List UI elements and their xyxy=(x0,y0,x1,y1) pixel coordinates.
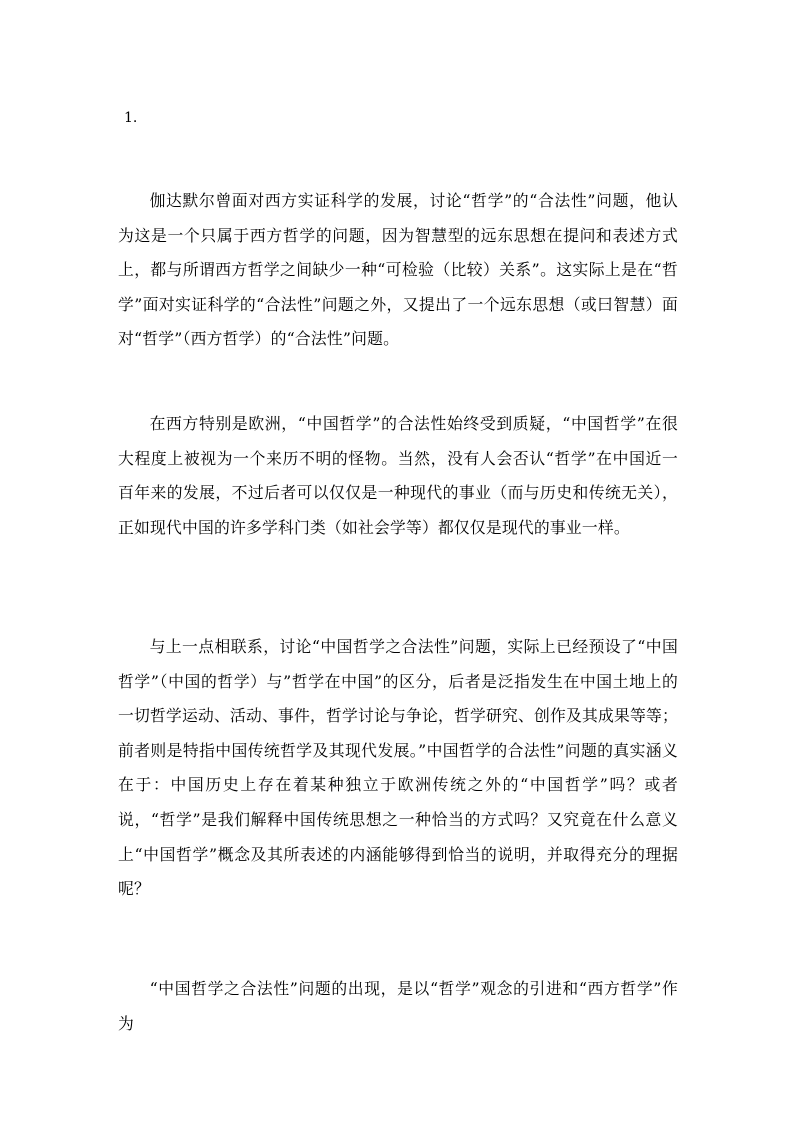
paragraph-4: “中国哲学之合法性”问题的出现，是以“哲学”观念的引进和“西方哲学”作为 xyxy=(118,979,678,1033)
paragraph-3: 与上一点相联系，讨论“中国哲学之合法性”问题，实际上已经预设了“中国哲学”（中国的哲学）与”哲学在中国”的区分，后者是泛指发生在中国土地上的一切哲学运动、活动、事件，哲学讨论与争论，哲学研究、创作及其成果等等；前者则是特指中国传统哲学及其现代发展。”中国哲学的合法性”问题的真实涵义在于：中国历史上存在着某种独立于欧洲传统之外的“中国哲学”吗？或者说，“哲学”是我们解释中国传统思想之一种恰当的方式吗？又究竟在什么意义上“中国哲学”概念及其所表述的内涵能够得到恰当的说明，并取得充分的理据呢？ xyxy=(118,637,678,899)
item-number: 1. xyxy=(124,110,138,126)
paragraph-2: 在西方特别是欧洲，“中国哲学”的合法性始终受到质疑，“中国哲学”在很大程度上被视为一个来历不明的怪物。当然，没有人会否认“哲学”在中国近一百年来的发展，不过后者可以仅仅是一种现代的事业（而与历史和传统无关），正如现代中国的许多学科门类（如社会学等）都仅仅是现代的事业一样。 xyxy=(118,414,678,537)
paragraph-1: 伽达默尔曾面对西方实证科学的发展，讨论“哲学”的“合法性”问题，他认为这是一个只属于西方哲学的问题，因为智慧型的远东思想在提问和表述方式上，都与所谓西方哲学之间缺少一种“可检验（比较）关系”。这实际上是在“哲学”面对实证科学的“合法性”问题之外，又提出了一个远东思想（或曰智慧）面对“哲学”（西方哲学）的“合法性”问题。 xyxy=(118,191,678,349)
